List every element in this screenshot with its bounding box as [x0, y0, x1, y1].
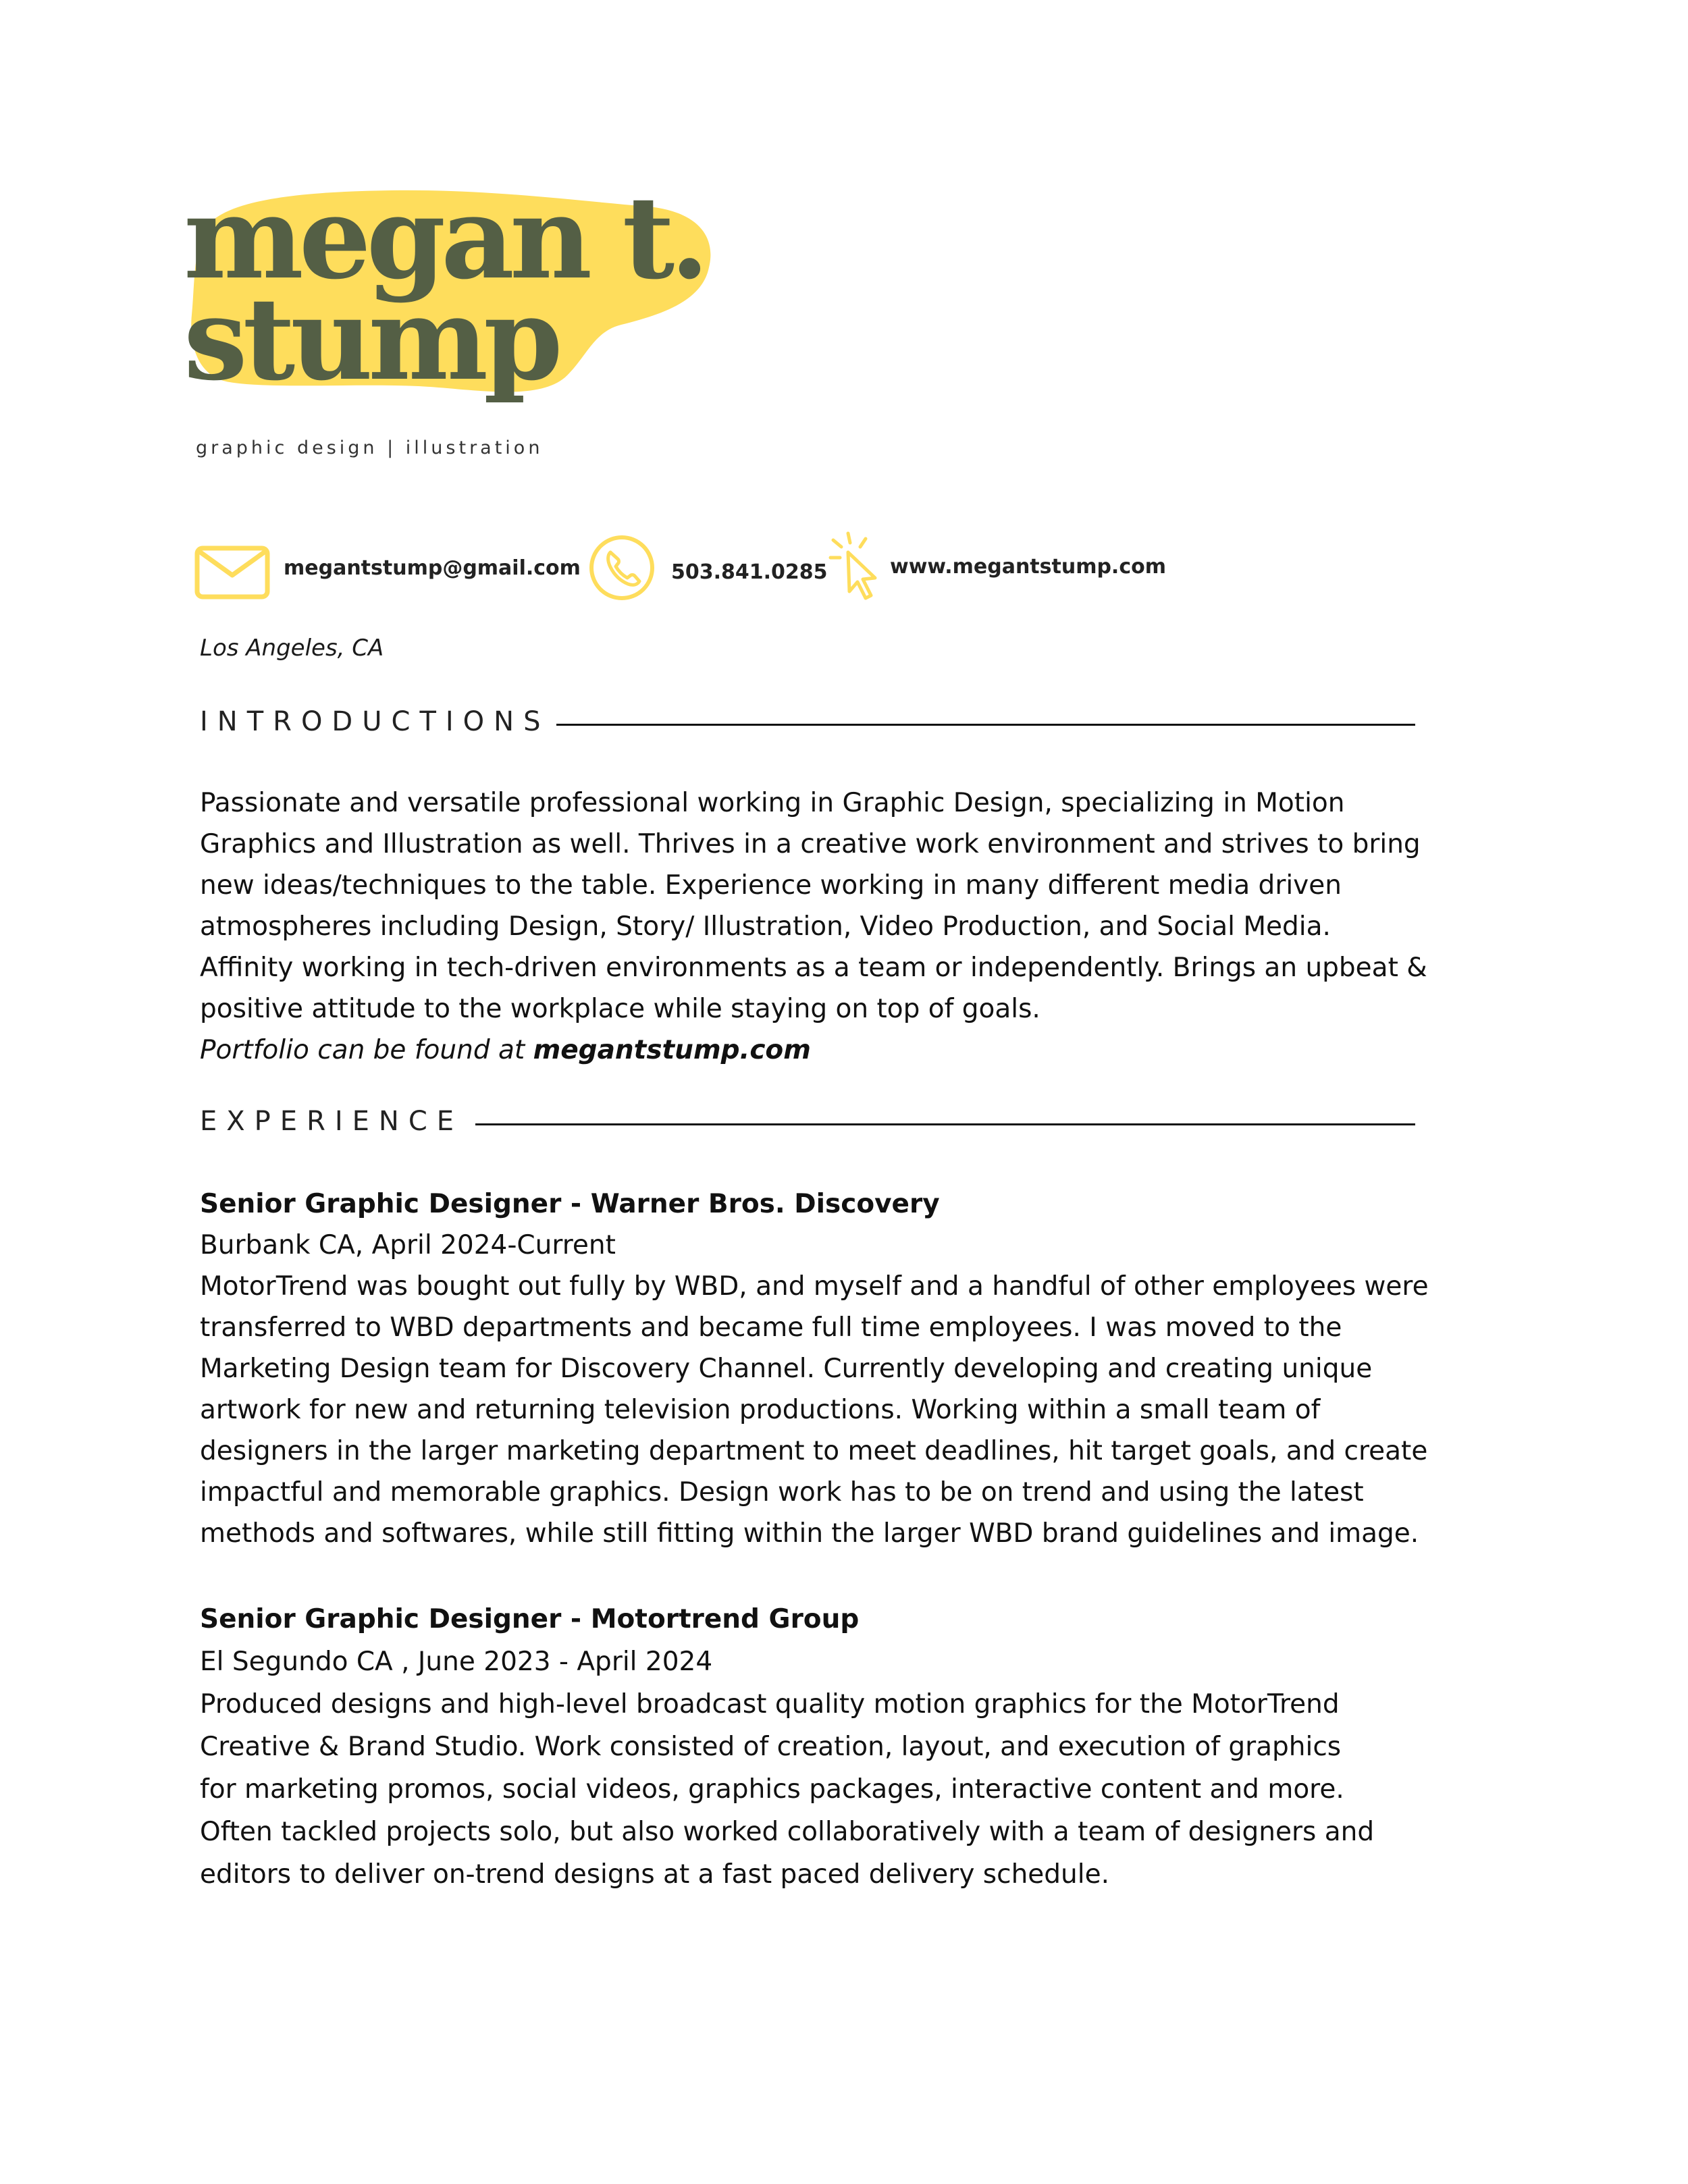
- job-description-line: transferred to WBD departments and became full time employees. I was moved to the: [200, 1312, 1342, 1343]
- job-description-line: editors to deliver on-trend designs at a fast paced delivery schedule.: [200, 1859, 1109, 1890]
- job-description-line: MotorTrend was bought out fully by WBD, and myself and a handful of other employees were: [200, 1271, 1429, 1302]
- intro-line: Passionate and versatile professional working in Graphic Design, specializing in Motion: [200, 788, 1345, 818]
- introductions-heading: [200, 706, 1415, 747]
- introductions-heading-label: INTRODUCTIONS: [200, 706, 550, 737]
- job-entry: [200, 1183, 1496, 1554]
- introductions-paragraph: [200, 782, 1496, 1071]
- job-location-dates: Burbank CA, April 2024-Current: [200, 1230, 616, 1260]
- job-description-line: Creative & Brand Studio. Work consisted of creation, layout, and execution of graphics: [200, 1732, 1342, 1762]
- job-title: Senior Graphic Designer - Warner Bros. Discovery: [200, 1189, 940, 1219]
- portfolio-line: [200, 1030, 1496, 1071]
- job-title: Senior Graphic Designer - Motortrend Group: [200, 1604, 860, 1634]
- phone-number[interactable]: 503.841.0285: [671, 560, 828, 584]
- intro-line: Affinity working in tech-driven environments as a team or independently. Brings an upbeat &: [200, 953, 1427, 983]
- envelope-icon: [194, 545, 270, 600]
- intro-line: positive attitude to the workplace while staying on top of goals.: [200, 994, 1040, 1024]
- intro-line: Graphics and Illustration as well. Thrives in a creative work environment and strives to bring: [200, 829, 1421, 859]
- intro-line: new ideas/techniques to the table. Experience working in many different media driven: [200, 870, 1342, 901]
- email-link[interactable]: megantstump@gmail.com: [284, 556, 581, 580]
- location: Los Angeles, CA: [200, 635, 384, 662]
- name-line-last: stump: [184, 272, 558, 406]
- phone-icon: [587, 533, 656, 602]
- job-description-line: Often tackled projects solo, but also worked collaboratively with a team of designers and: [200, 1817, 1375, 1847]
- job-location-dates: El Segundo CA , June 2023 - April 2024: [200, 1647, 713, 1677]
- divider: [475, 1123, 1415, 1125]
- contact-row: [194, 533, 1207, 608]
- divider: [556, 724, 1415, 726]
- experience-heading-label: EXPERIENCE: [200, 1106, 464, 1137]
- portfolio-link[interactable]: megantstump.com: [533, 1035, 811, 1065]
- portfolio-prefix: Portfolio can be found at: [200, 1035, 533, 1065]
- job-description-line: Produced designs and high-level broadcast quality motion graphics for the MotorTrend: [200, 1689, 1340, 1720]
- cursor-click-icon: [828, 529, 886, 602]
- job-description-line: methods and softwares, while still fitting within the larger WBD brand guidelines and image.: [200, 1518, 1419, 1549]
- job-description-line: designers in the larger marketing department to meet deadlines, hit target goals, and create: [200, 1436, 1428, 1466]
- job-entry: [200, 1598, 1496, 1896]
- name-line-first: megan t.: [184, 171, 705, 304]
- intro-line: atmospheres including Design, Story/ Illustration, Video Production, and Social Media.: [200, 911, 1331, 942]
- job-description-line: artwork for new and returning television productions. Working within a small team of: [200, 1395, 1321, 1425]
- job-description-line: Marketing Design team for Discovery Channel. Currently developing and creating unique: [200, 1354, 1373, 1384]
- job-description-line: impactful and memorable graphics. Design work has to be on trend and using the latest: [200, 1477, 1364, 1508]
- name-logo: [184, 171, 724, 417]
- experience-heading: [200, 1106, 1415, 1146]
- website-link[interactable]: www.megantstump.com: [890, 555, 1166, 579]
- job-description-line: for marketing promos, social videos, graphics packages, interactive content and more.: [200, 1774, 1344, 1805]
- tagline: graphic design | illustration: [196, 437, 544, 458]
